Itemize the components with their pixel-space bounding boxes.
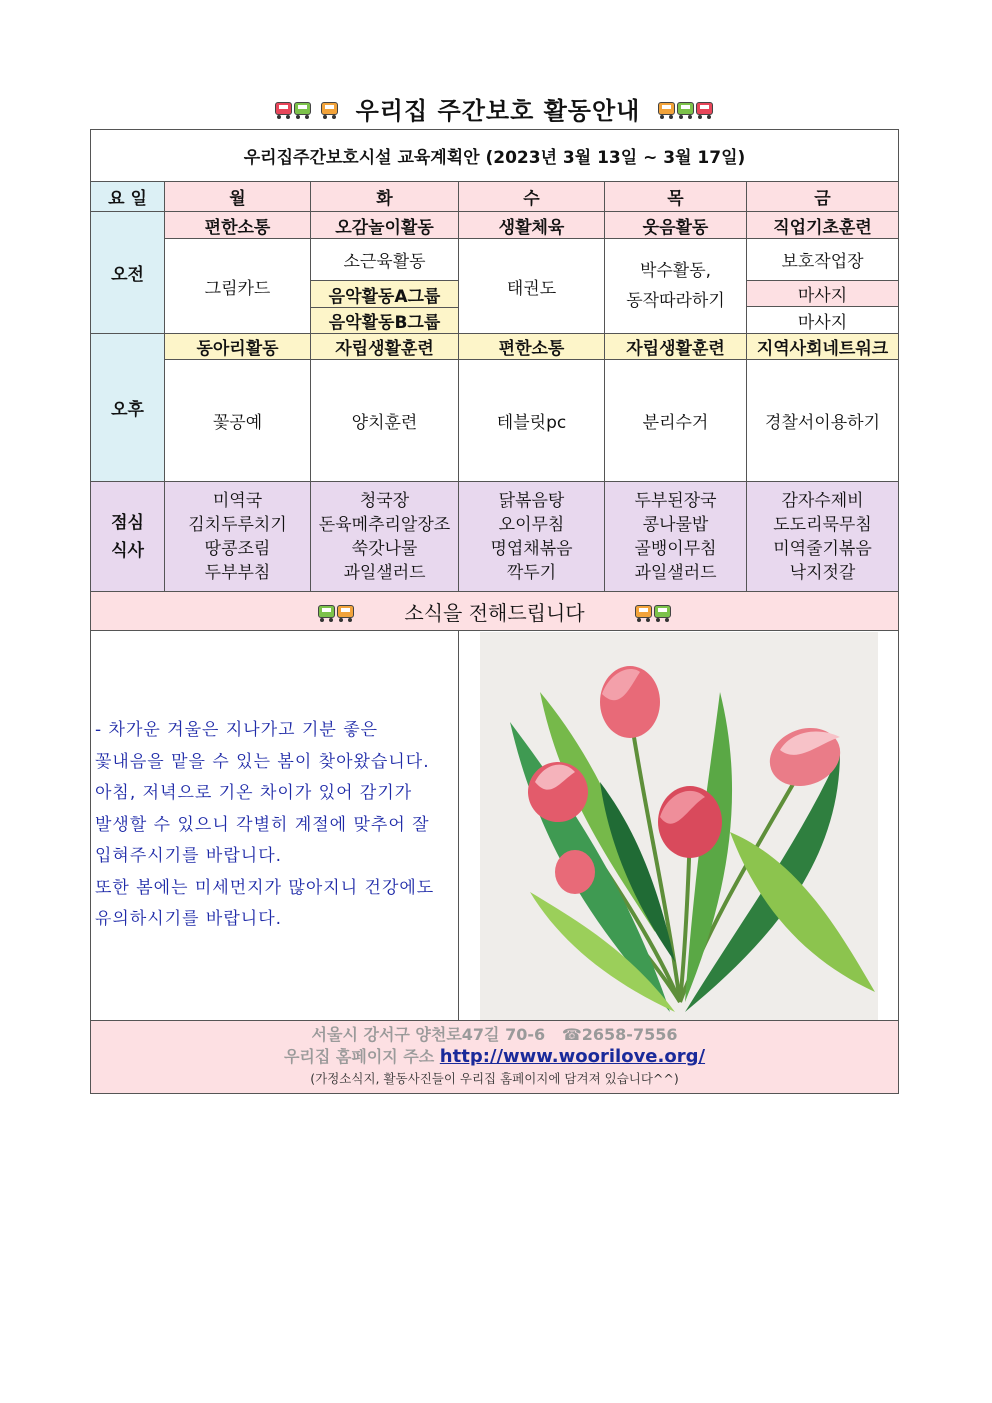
news-header — [91, 592, 899, 631]
news-line: 유의하시기를 바랍니다. — [95, 909, 283, 930]
lunch-menu-tue — [311, 482, 459, 592]
morning-fri-1: 보호작업장 — [747, 239, 899, 281]
menu-item: 닭볶음탕 — [498, 490, 565, 511]
morning-thu — [605, 239, 747, 334]
page-title — [90, 88, 898, 128]
menu-item: 돈육메추리알장조 — [318, 514, 451, 535]
menu-item: 낙지젓갈 — [789, 562, 856, 583]
lunch-label — [91, 482, 165, 592]
lunch-menu-fri — [747, 482, 899, 592]
footer-homepage-line — [91, 1046, 898, 1068]
lunch-label-1: 점심 — [111, 512, 144, 533]
news-line: 입혀주시기를 바랍니다. — [95, 846, 283, 867]
afternoon-header-mon: 동아리활동 — [165, 334, 311, 360]
morning-tue-1: 소근육활동 — [311, 239, 459, 281]
morning-fri-3: 마사지 — [747, 307, 899, 334]
footer-phone: ☎2658-7556 — [561, 1025, 678, 1044]
morning-thu-2: 동작따라하기 — [626, 291, 725, 311]
afternoon-header-wed: 편한소통 — [459, 334, 605, 360]
train-icon — [321, 102, 338, 115]
menu-item: 오이무침 — [498, 514, 565, 535]
news-line: 꽃내음을 맡을 수 있는 봄이 찾아왔습니다. — [95, 751, 430, 772]
morning-header-tue: 오감놀이활동 — [311, 212, 459, 239]
lunch-menu-mon — [165, 482, 311, 592]
menu-item: 골뱅이무침 — [634, 538, 717, 559]
news-body — [91, 631, 459, 1021]
tulip-painting — [480, 632, 878, 1020]
news-title: 소식을 전해드립니다 — [404, 600, 585, 625]
menu-item: 과일샐러드 — [634, 562, 717, 583]
menu-item: 두부부침 — [204, 562, 271, 583]
menu-item: 도도리묵무침 — [773, 514, 872, 535]
menu-item: 깍두기 — [506, 562, 557, 583]
news-line: 아침, 저녁으로 기온 차이가 있어 감기가 — [95, 783, 413, 804]
day-thu: 목 — [605, 182, 747, 212]
morning-label: 오전 — [91, 212, 165, 334]
news-line: 발생할 수 있으니 각별히 계절에 맞추어 잘 — [95, 814, 430, 835]
footer-note: (가정소식지, 활동사진들이 우리집 홈페이지에 담겨져 있습니다^^) — [310, 1071, 679, 1086]
lunch-menu-wed — [459, 482, 605, 592]
morning-tue-3: 음악활동B그룹 — [311, 308, 459, 334]
morning-header-wed: 생활체육 — [459, 212, 605, 239]
footer-address: 서울시 강서구 양천로47길 70-6 — [311, 1025, 546, 1044]
day-wed: 수 — [459, 182, 605, 212]
title-text: 우리집 주간보호 활동안내 — [355, 96, 641, 125]
afternoon-mon: 꽃공예 — [165, 360, 311, 482]
menu-item: 미역줄기볶음 — [773, 538, 872, 559]
train-icon — [635, 605, 671, 618]
news-line: 또한 봄에는 미세먼지가 많아지니 건강에도 — [95, 877, 435, 898]
morning-wed: 태권도 — [459, 239, 605, 334]
lunch-label-2: 식사 — [111, 540, 144, 561]
morning-thu-1: 박수활동, — [639, 261, 712, 281]
afternoon-label: 오후 — [91, 334, 165, 482]
morning-header-fri: 직업기초훈련 — [747, 212, 899, 239]
education-plan-table — [90, 129, 899, 1094]
plan-title: 우리집주간보호시설 교육계획안 (2023년 3월 13일 ~ 3월 17일) — [91, 130, 899, 182]
afternoon-header-fri: 지역사회네트워크 — [747, 334, 899, 360]
menu-item: 두부된장국 — [634, 490, 717, 511]
afternoon-header-thu: 자립생활훈련 — [605, 334, 747, 360]
footer — [91, 1021, 899, 1094]
menu-item: 쑥갓나물 — [351, 538, 418, 559]
morning-header-mon: 편한소통 — [165, 212, 311, 239]
menu-item: 미역국 — [212, 490, 263, 511]
train-icon — [658, 102, 713, 115]
day-mon: 월 — [165, 182, 311, 212]
train-icon — [275, 102, 311, 115]
morning-tue-2: 음악활동A그룹 — [311, 281, 459, 308]
lunch-menu-thu — [605, 482, 747, 592]
menu-item: 땅콩조림 — [204, 538, 271, 559]
morning-fri-2: 마사지 — [747, 281, 899, 307]
tulip-photo-cell — [459, 631, 899, 1021]
menu-item: 콩나물밥 — [642, 514, 709, 535]
afternoon-wed: 테블릿pc — [459, 360, 605, 482]
menu-item: 감자수제비 — [781, 490, 864, 511]
news-line: - 차가운 겨울은 지나가고 기분 좋은 — [95, 720, 379, 741]
menu-item: 명엽채볶음 — [490, 538, 573, 559]
day-fri: 금 — [747, 182, 899, 212]
afternoon-thu: 분리수거 — [605, 360, 747, 482]
afternoon-fri: 경찰서이용하기 — [747, 360, 899, 482]
footer-address-line — [91, 1024, 898, 1046]
menu-item: 과일샐러드 — [343, 562, 426, 583]
morning-header-thu: 웃음활동 — [605, 212, 747, 239]
train-icon — [318, 605, 354, 618]
day-label: 요 일 — [91, 182, 165, 212]
footer-homepage-label: 우리집 홈페이지 주소 — [283, 1047, 435, 1066]
menu-item: 청국장 — [359, 490, 410, 511]
morning-mon: 그림카드 — [165, 239, 311, 334]
menu-item: 김치두루치기 — [188, 514, 287, 535]
afternoon-header-tue: 자립생활훈련 — [311, 334, 459, 360]
afternoon-tue: 양치훈련 — [311, 360, 459, 482]
homepage-link[interactable]: http://www.woorilove.org/ — [439, 1046, 706, 1067]
day-tue: 화 — [311, 182, 459, 212]
